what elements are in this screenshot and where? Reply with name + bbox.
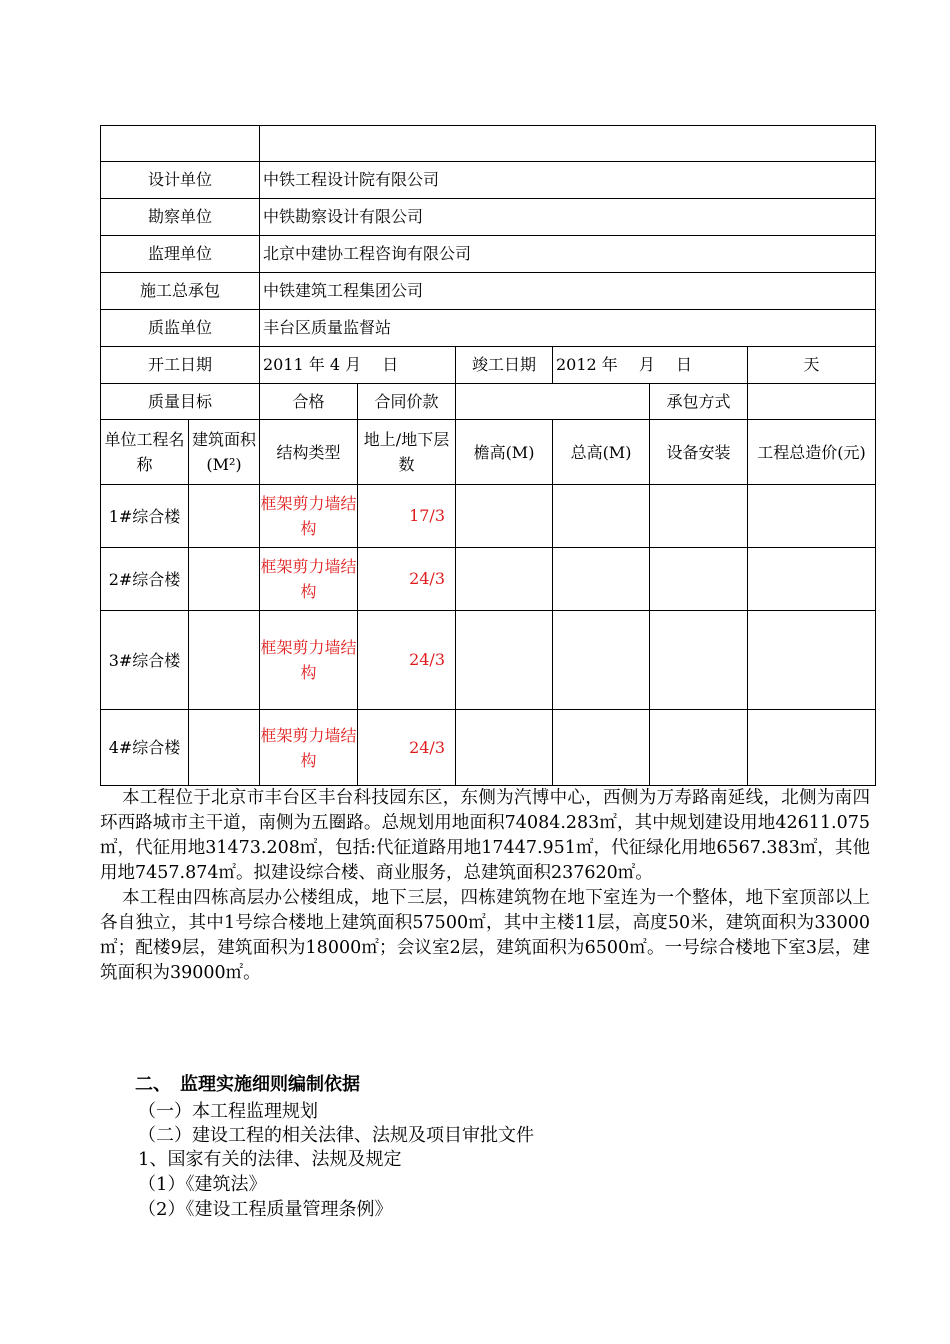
building-floors: 17/3 [358,485,456,548]
building-structure: 框架剪力墙结构 [260,548,358,611]
quality-unit-label: 质监单位 [101,310,260,347]
quality-unit-value: 丰台区质量监督站 [260,310,876,347]
building-name: 2#综合楼 [101,548,189,611]
overview-paragraph-2: 本工程由四栋高层办公楼组成，地下三层，四栋建筑物在地下室连为一个整体，地下室顶部以上各自独立，其中1号综合楼地上建筑面积57500㎡，其中主楼11层，高度50米，建筑面积为33000㎡；配楼9层，建筑面积为18000㎡；会议室2层，建筑面积为6500㎡。一号综合楼地下室3层，建筑面积为39000㎡。 [100,888,870,983]
finish-date-value: 2012 年 月 日 [553,347,748,384]
contractor-value: 中铁建筑工程集团公司 [260,273,876,310]
design-unit-value: 中铁工程设计院有限公司 [260,162,876,199]
survey-unit-value: 中铁勘察设计有限公司 [260,199,876,236]
duration-value: 天 [748,347,876,384]
col-structure-header: 结构类型 [260,420,358,485]
col-height-header: 总高(M) [553,420,650,485]
col-cost-header: 工程总造价(元) [748,420,876,485]
project-overview [100,786,870,986]
contract-mode-label: 承包方式 [650,384,748,420]
basis-line-5: （2）《建设工程质量管理条例》 [138,1199,393,1220]
col-name-header: 单位工程名称 [101,420,189,485]
contract-mode-value [748,384,876,420]
survey-unit-label: 勘察单位 [101,199,260,236]
table-row [101,199,876,236]
quality-goal-value: 合格 [260,384,358,420]
table-row [101,162,876,199]
contractor-label: 施工总承包 [101,273,260,310]
start-date-label: 开工日期 [101,347,260,384]
basis-line-4: （1）《建筑法》 [138,1174,267,1195]
table-header-row [101,420,876,485]
basis-line-3: 1、国家有关的法律、法规及规定 [138,1149,402,1170]
table-row [101,310,876,347]
table-row [101,126,876,162]
building-structure: 框架剪力墙结构 [260,485,358,548]
building-floors: 24/3 [358,611,456,710]
table-row [101,611,876,710]
building-name: 1#综合楼 [101,485,189,548]
col-eave-header: 檐高(M) [456,420,553,485]
building-structure: 框架剪力墙结构 [260,710,358,786]
table-row [101,384,876,420]
supervision-unit-label: 监理单位 [101,236,260,273]
overview-paragraph-1: 本工程位于北京市丰台区丰台科技园东区，东侧为汽博中心，西侧为万寿路南延线，北侧为南四环西路城市主干道，南侧为五圈路。总规划用地面积74084.283㎡，其中规划建设用地42611.075㎡，代征用地31473.208㎡，包括:代征道路用地17447.951㎡，代征绿化用地6567.383㎡，其他用地7457.874㎡。拟建设综合楼、商业服务，总建筑面积237620㎡。 [100,788,870,883]
finish-date-label: 竣工日期 [456,347,553,384]
building-name: 4#综合楼 [101,710,189,786]
col-floors-header: 地上/地下层数 [358,420,456,485]
building-name: 3#综合楼 [101,611,189,710]
table-row [101,548,876,611]
col-area-header: 建筑面积(M²) [189,420,260,485]
start-date-value: 2011 年 4 月 日 [260,347,456,384]
project-info-table [100,125,876,786]
table-row [101,347,876,384]
design-unit-label: 设计单位 [101,162,260,199]
table-row [101,236,876,273]
table-row [101,273,876,310]
table-row [101,485,876,548]
supervision-unit-value: 北京中建协工程咨询有限公司 [260,236,876,273]
basis-line-2: （二）建设工程的相关法律、法规及项目审批文件 [138,1125,534,1146]
col-equipment-header: 设备安装 [650,420,748,485]
table-row [101,710,876,786]
building-floors: 24/3 [358,548,456,611]
basis-line-1: （一）本工程监理规划 [138,1101,318,1122]
contract-price-label: 合同价款 [358,384,456,420]
contract-price-value [456,384,650,420]
building-structure: 框架剪力墙结构 [260,611,358,710]
building-floors: 24/3 [358,710,456,786]
quality-goal-label: 质量目标 [101,384,260,420]
section-heading: 二、 监理实施细则编制依据 [135,1074,360,1095]
